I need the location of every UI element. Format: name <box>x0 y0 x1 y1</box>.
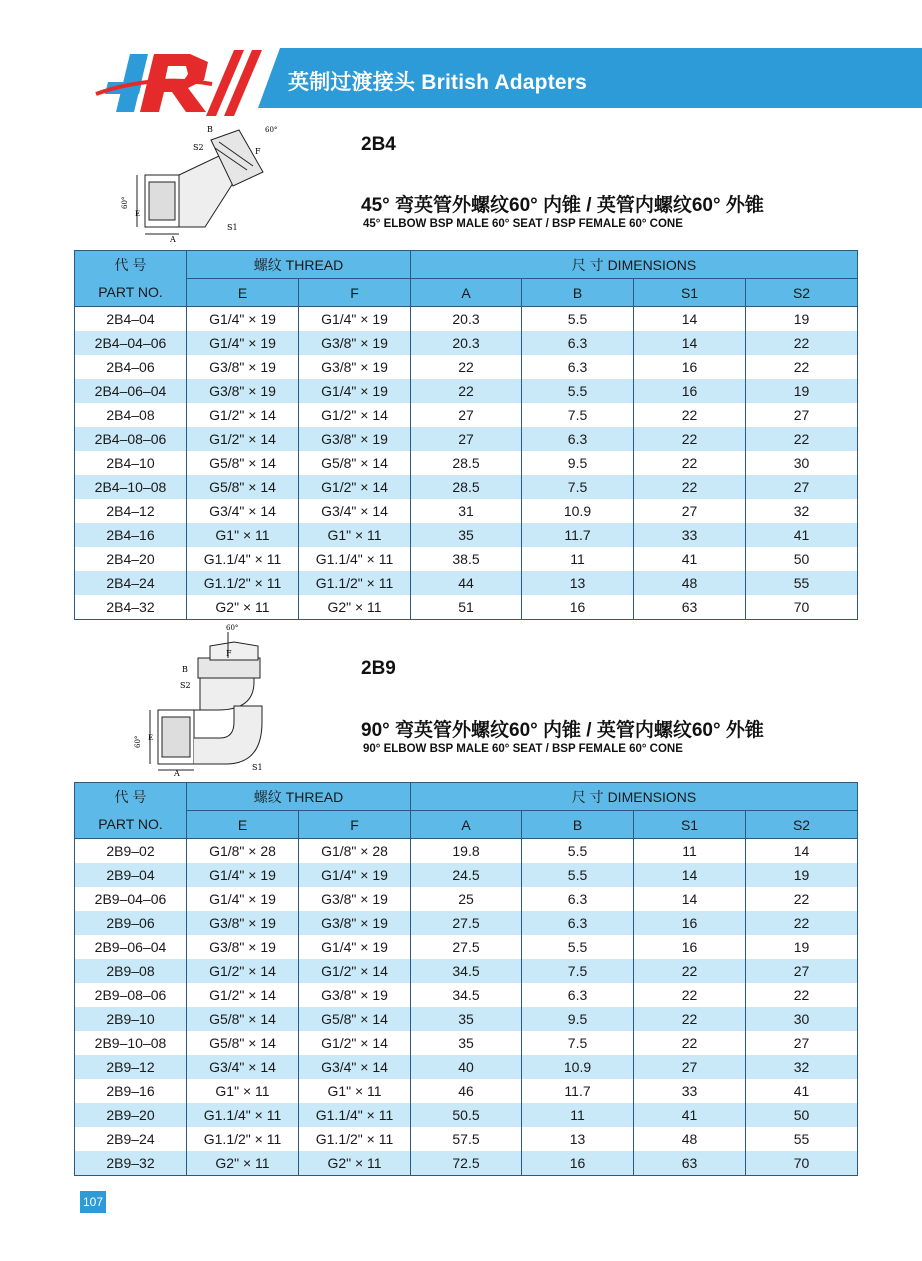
table-cell: 70 <box>746 1151 858 1176</box>
header-b: B <box>522 279 634 307</box>
table-cell: G1" × 11 <box>299 1079 411 1103</box>
table-row <box>75 355 858 379</box>
table-cell: 16 <box>634 379 746 403</box>
table-cell: 22 <box>634 1007 746 1031</box>
table-cell: 7.5 <box>522 475 634 499</box>
table-cell: G3/8" × 19 <box>299 983 411 1007</box>
table-row <box>75 1103 858 1127</box>
table-cell: 11.7 <box>522 523 634 547</box>
table-cell: 22 <box>634 983 746 1007</box>
table-cell: 14 <box>634 331 746 355</box>
table-row <box>75 427 858 451</box>
table-cell: G1/2" × 14 <box>299 959 411 983</box>
table-cell: 27 <box>746 475 858 499</box>
table-cell: 35 <box>411 1031 522 1055</box>
page-number: 107 <box>80 1191 106 1213</box>
table-cell: 27 <box>411 403 522 427</box>
table-row <box>75 499 858 523</box>
table-cell: 2B9–02 <box>75 839 187 864</box>
table-cell: 2B4–16 <box>75 523 187 547</box>
table-cell: G1/4" × 19 <box>187 307 299 332</box>
section-title-cn: 90° 弯英管外螺纹60° 内锥 / 英管内螺纹60° 外锥 <box>361 720 764 741</box>
table-cell: G1.1/2" × 11 <box>299 571 411 595</box>
table-cell: 22 <box>634 1031 746 1055</box>
svg-text:60°: 60° <box>134 735 142 748</box>
table-cell: 2B4–20 <box>75 547 187 571</box>
table-row <box>75 307 858 332</box>
table-cell: 22 <box>634 475 746 499</box>
table-cell: 22 <box>634 427 746 451</box>
svg-text:E: E <box>135 210 141 218</box>
table-cell: 27 <box>634 499 746 523</box>
table-cell: G1/4" × 19 <box>299 379 411 403</box>
table-cell: 32 <box>746 499 858 523</box>
table-cell: G3/8" × 19 <box>187 355 299 379</box>
table-cell: 27 <box>746 1031 858 1055</box>
table-cell: G3/8" × 19 <box>299 331 411 355</box>
header-e: E <box>187 811 299 839</box>
table-cell: 2B9–16 <box>75 1079 187 1103</box>
table-row <box>75 1007 858 1031</box>
table-cell: 2B9–10 <box>75 1007 187 1031</box>
table-cell: G3/8" × 19 <box>187 379 299 403</box>
table-cell: 22 <box>634 451 746 475</box>
table-cell: 2B4–06 <box>75 355 187 379</box>
table-cell: 34.5 <box>411 983 522 1007</box>
table-cell: 19.8 <box>411 839 522 864</box>
table-cell: G1.1/2" × 11 <box>187 1127 299 1151</box>
table-cell: G1.1/4" × 11 <box>187 1103 299 1127</box>
table-cell: 35 <box>411 523 522 547</box>
table-cell: 11 <box>522 1103 634 1127</box>
table-cell: 51 <box>411 595 522 620</box>
table-cell: G3/8" × 19 <box>299 355 411 379</box>
table-cell: 7.5 <box>522 1031 634 1055</box>
table-cell: 5.5 <box>522 307 634 332</box>
table-row <box>75 1031 858 1055</box>
spec-table-2b4 <box>74 250 858 620</box>
svg-text:S2: S2 <box>193 143 204 152</box>
table-cell: 50 <box>746 547 858 571</box>
table-cell: 2B4–06–04 <box>75 379 187 403</box>
table-row <box>75 911 858 935</box>
table-cell: 5.5 <box>522 379 634 403</box>
table-row <box>75 331 858 355</box>
page-title: 英制过渡接头 British Adapters <box>288 71 588 94</box>
table-cell: G1.1/4" × 11 <box>299 547 411 571</box>
table-cell: G5/8" × 14 <box>187 475 299 499</box>
table-row <box>75 1055 858 1079</box>
table-cell: 20.3 <box>411 307 522 332</box>
table-cell: G2" × 11 <box>187 595 299 620</box>
header-s1: S1 <box>634 279 746 307</box>
table-cell: 6.3 <box>522 331 634 355</box>
table-cell: 9.5 <box>522 451 634 475</box>
table-cell: 22 <box>746 355 858 379</box>
table-cell: 19 <box>746 307 858 332</box>
table-cell: G3/8" × 19 <box>299 427 411 451</box>
table-cell: 16 <box>522 1151 634 1176</box>
header-a: A <box>411 279 522 307</box>
table-cell: G3/8" × 19 <box>299 887 411 911</box>
svg-text:A: A <box>174 769 180 777</box>
table-cell: 70 <box>746 595 858 620</box>
svg-text:B: B <box>182 665 188 674</box>
table-cell: G3/8" × 19 <box>187 935 299 959</box>
table-cell: 13 <box>522 571 634 595</box>
table-cell: 50.5 <box>411 1103 522 1127</box>
table-cell: G5/8" × 14 <box>187 1031 299 1055</box>
spec-table-2b9 <box>74 782 858 1176</box>
table-row <box>75 863 858 887</box>
header-dimensions: 尺 寸 DIMENSIONS <box>411 783 858 811</box>
table-cell: 24.5 <box>411 863 522 887</box>
table-cell: G1/2" × 14 <box>187 983 299 1007</box>
table-cell: G1" × 11 <box>299 523 411 547</box>
table-row <box>75 379 858 403</box>
table-cell: G1/2" × 14 <box>187 403 299 427</box>
table-cell: 2B9–08–06 <box>75 983 187 1007</box>
table-cell: 14 <box>634 887 746 911</box>
table-cell: 2B4–08 <box>75 403 187 427</box>
table-cell: G1/2" × 14 <box>187 427 299 451</box>
table-cell: 6.3 <box>522 911 634 935</box>
table-cell: 2B4–24 <box>75 571 187 595</box>
table-cell: 57.5 <box>411 1127 522 1151</box>
table-cell: 27 <box>746 959 858 983</box>
table-cell: 22 <box>411 379 522 403</box>
table-cell: 72.5 <box>411 1151 522 1176</box>
table-cell: 16 <box>634 355 746 379</box>
section-title-en: 45° ELBOW BSP MALE 60° SEAT / BSP FEMALE 60° CONE <box>363 218 683 230</box>
table-cell: 14 <box>634 307 746 332</box>
svg-text:60°: 60° <box>265 126 278 134</box>
table-cell: 6.3 <box>522 427 634 451</box>
table-row <box>75 839 858 864</box>
table-cell: 6.3 <box>522 355 634 379</box>
table-cell: 22 <box>746 331 858 355</box>
table-cell: 63 <box>634 1151 746 1176</box>
table-cell: 41 <box>746 523 858 547</box>
table-cell: 27.5 <box>411 911 522 935</box>
table-cell: 9.5 <box>522 1007 634 1031</box>
table-cell: 5.5 <box>522 935 634 959</box>
table-row <box>75 523 858 547</box>
table-cell: 2B9–32 <box>75 1151 187 1176</box>
svg-text:60°: 60° <box>226 624 239 632</box>
table-cell: 25 <box>411 887 522 911</box>
table-cell: 2B4–04 <box>75 307 187 332</box>
header-f: F <box>299 811 411 839</box>
table-cell: 27 <box>634 1055 746 1079</box>
svg-text:E: E <box>148 734 154 742</box>
table-cell: 63 <box>634 595 746 620</box>
table-cell: G3/4" × 14 <box>299 1055 411 1079</box>
table-cell: 2B9–04 <box>75 863 187 887</box>
table-cell: 2B9–12 <box>75 1055 187 1079</box>
table-cell: 41 <box>634 547 746 571</box>
table-cell: 28.5 <box>411 451 522 475</box>
table-cell: G1/4" × 19 <box>187 863 299 887</box>
section-code: 2B9 <box>361 658 396 679</box>
header-part-en: PART NO. <box>75 811 187 839</box>
table-cell: 22 <box>634 959 746 983</box>
header-f: F <box>299 279 411 307</box>
table-cell: 33 <box>634 523 746 547</box>
table-cell: 14 <box>634 863 746 887</box>
table-cell: G1/2" × 14 <box>187 959 299 983</box>
table-cell: 16 <box>522 595 634 620</box>
table-cell: 33 <box>634 1079 746 1103</box>
table-row <box>75 935 858 959</box>
table-cell: 2B9–24 <box>75 1127 187 1151</box>
table-cell: G1/4" × 19 <box>299 307 411 332</box>
table-cell: 44 <box>411 571 522 595</box>
table-cell: G1.1/4" × 11 <box>299 1103 411 1127</box>
table-cell: G3/8" × 19 <box>187 911 299 935</box>
table-cell: 55 <box>746 1127 858 1151</box>
table-cell: 19 <box>746 935 858 959</box>
table-row <box>75 595 858 620</box>
table-row <box>75 571 858 595</box>
table-cell: 2B9–08 <box>75 959 187 983</box>
header-thread: 螺纹 THREAD <box>187 783 411 811</box>
table-cell: 2B9–06 <box>75 911 187 935</box>
table-cell: G2" × 11 <box>299 595 411 620</box>
table-cell: 30 <box>746 451 858 475</box>
table-row <box>75 887 858 911</box>
table-cell: 16 <box>634 911 746 935</box>
table-cell: 2B9–06–04 <box>75 935 187 959</box>
table-cell: 7.5 <box>522 959 634 983</box>
table-cell: 10.9 <box>522 1055 634 1079</box>
table-cell: G1" × 11 <box>187 1079 299 1103</box>
svg-text:F: F <box>255 147 261 156</box>
table-row <box>75 1079 858 1103</box>
table-cell: 30 <box>746 1007 858 1031</box>
table-cell: 10.9 <box>522 499 634 523</box>
table-cell: 41 <box>746 1079 858 1103</box>
table-cell: G3/4" × 14 <box>299 499 411 523</box>
table-cell: G1/2" × 14 <box>299 475 411 499</box>
table-cell: 2B9–20 <box>75 1103 187 1127</box>
table-cell: 38.5 <box>411 547 522 571</box>
table-cell: G1/4" × 19 <box>299 863 411 887</box>
table-row <box>75 451 858 475</box>
table-cell: 22 <box>746 427 858 451</box>
table-cell: 22 <box>634 403 746 427</box>
svg-text:F: F <box>226 649 232 658</box>
brand-logo <box>92 44 282 124</box>
table-cell: G1/2" × 14 <box>299 1031 411 1055</box>
table-row <box>75 959 858 983</box>
table-cell: 41 <box>634 1103 746 1127</box>
svg-text:S2: S2 <box>180 681 191 690</box>
table-cell: 7.5 <box>522 403 634 427</box>
table-cell: 22 <box>746 911 858 935</box>
table-cell: 2B9–04–06 <box>75 887 187 911</box>
table-cell: 6.3 <box>522 887 634 911</box>
table-cell: G5/8" × 14 <box>187 1007 299 1031</box>
table-cell: G1" × 11 <box>187 523 299 547</box>
table-cell: 5.5 <box>522 839 634 864</box>
svg-text:B: B <box>207 125 213 134</box>
table-cell: 34.5 <box>411 959 522 983</box>
table-row <box>75 547 858 571</box>
table-cell: G1/4" × 19 <box>187 331 299 355</box>
table-row <box>75 1151 858 1176</box>
table-cell: 19 <box>746 379 858 403</box>
2b9-technical-drawing <box>130 622 290 777</box>
table-cell: 20.3 <box>411 331 522 355</box>
header-part-en: PART NO. <box>75 279 187 307</box>
header-s2: S2 <box>746 811 858 839</box>
table-cell: 2B4–08–06 <box>75 427 187 451</box>
table-row <box>75 475 858 499</box>
header-thread: 螺纹 THREAD <box>187 251 411 279</box>
table-cell: 35 <box>411 1007 522 1031</box>
table-cell: 27 <box>411 427 522 451</box>
table-cell: G5/8" × 14 <box>187 451 299 475</box>
table-cell: 40 <box>411 1055 522 1079</box>
section-code: 2B4 <box>361 134 396 155</box>
header-dimensions: 尺 寸 DIMENSIONS <box>411 251 858 279</box>
table-cell: 22 <box>746 887 858 911</box>
table-cell: 2B4–10 <box>75 451 187 475</box>
table-cell: G1/8" × 28 <box>187 839 299 864</box>
table-cell: 2B4–32 <box>75 595 187 620</box>
header-s2: S2 <box>746 279 858 307</box>
table-cell: 46 <box>411 1079 522 1103</box>
table-cell: 31 <box>411 499 522 523</box>
table-cell: 2B4–12 <box>75 499 187 523</box>
table-cell: 14 <box>746 839 858 864</box>
table-cell: 48 <box>634 1127 746 1151</box>
table-cell: G3/4" × 14 <box>187 499 299 523</box>
table-cell: 55 <box>746 571 858 595</box>
table-cell: 16 <box>634 935 746 959</box>
header-e: E <box>187 279 299 307</box>
table-cell: 19 <box>746 863 858 887</box>
2b4-technical-drawing <box>115 120 290 245</box>
table-cell: G5/8" × 14 <box>299 451 411 475</box>
table-cell: 11 <box>634 839 746 864</box>
table-cell: 22 <box>411 355 522 379</box>
table-cell: 11 <box>522 547 634 571</box>
table-cell: 22 <box>746 983 858 1007</box>
table-cell: G1/4" × 19 <box>299 935 411 959</box>
svg-text:60°: 60° <box>121 196 129 209</box>
table-cell: 32 <box>746 1055 858 1079</box>
table-cell: G1/4" × 19 <box>187 887 299 911</box>
svg-text:S1: S1 <box>227 223 238 232</box>
svg-text:A: A <box>170 235 176 244</box>
header-part-cn: 代 号 <box>75 251 187 279</box>
table-cell: 2B4–04–06 <box>75 331 187 355</box>
header-a: A <box>411 811 522 839</box>
table-cell: G1.1/2" × 11 <box>187 571 299 595</box>
table-cell: G3/8" × 19 <box>299 911 411 935</box>
header-part-cn: 代 号 <box>75 783 187 811</box>
table-cell: 6.3 <box>522 983 634 1007</box>
table-cell: G3/4" × 14 <box>187 1055 299 1079</box>
table-row <box>75 1127 858 1151</box>
header-s1: S1 <box>634 811 746 839</box>
table-cell: 5.5 <box>522 863 634 887</box>
header-b: B <box>522 811 634 839</box>
table-cell: 50 <box>746 1103 858 1127</box>
table-row <box>75 983 858 1007</box>
table-cell: 2B9–10–08 <box>75 1031 187 1055</box>
table-cell: G1/8" × 28 <box>299 839 411 864</box>
table-cell: 48 <box>634 571 746 595</box>
table-cell: G1/2" × 14 <box>299 403 411 427</box>
table-cell: G1.1/4" × 11 <box>187 547 299 571</box>
table-cell: G2" × 11 <box>299 1151 411 1176</box>
table-row <box>75 403 858 427</box>
table-cell: 27.5 <box>411 935 522 959</box>
table-cell: 28.5 <box>411 475 522 499</box>
svg-text:S1: S1 <box>252 763 263 772</box>
table-cell: 27 <box>746 403 858 427</box>
table-cell: 11.7 <box>522 1079 634 1103</box>
table-cell: 2B4–10–08 <box>75 475 187 499</box>
table-cell: 13 <box>522 1127 634 1151</box>
table-cell: G5/8" × 14 <box>299 1007 411 1031</box>
section-title-en: 90° ELBOW BSP MALE 60° SEAT / BSP FEMALE 60° CONE <box>363 743 683 755</box>
table-cell: G1.1/2" × 11 <box>299 1127 411 1151</box>
section-title-cn: 45° 弯英管外螺纹60° 内锥 / 英管内螺纹60° 外锥 <box>361 195 764 216</box>
table-cell: G2" × 11 <box>187 1151 299 1176</box>
